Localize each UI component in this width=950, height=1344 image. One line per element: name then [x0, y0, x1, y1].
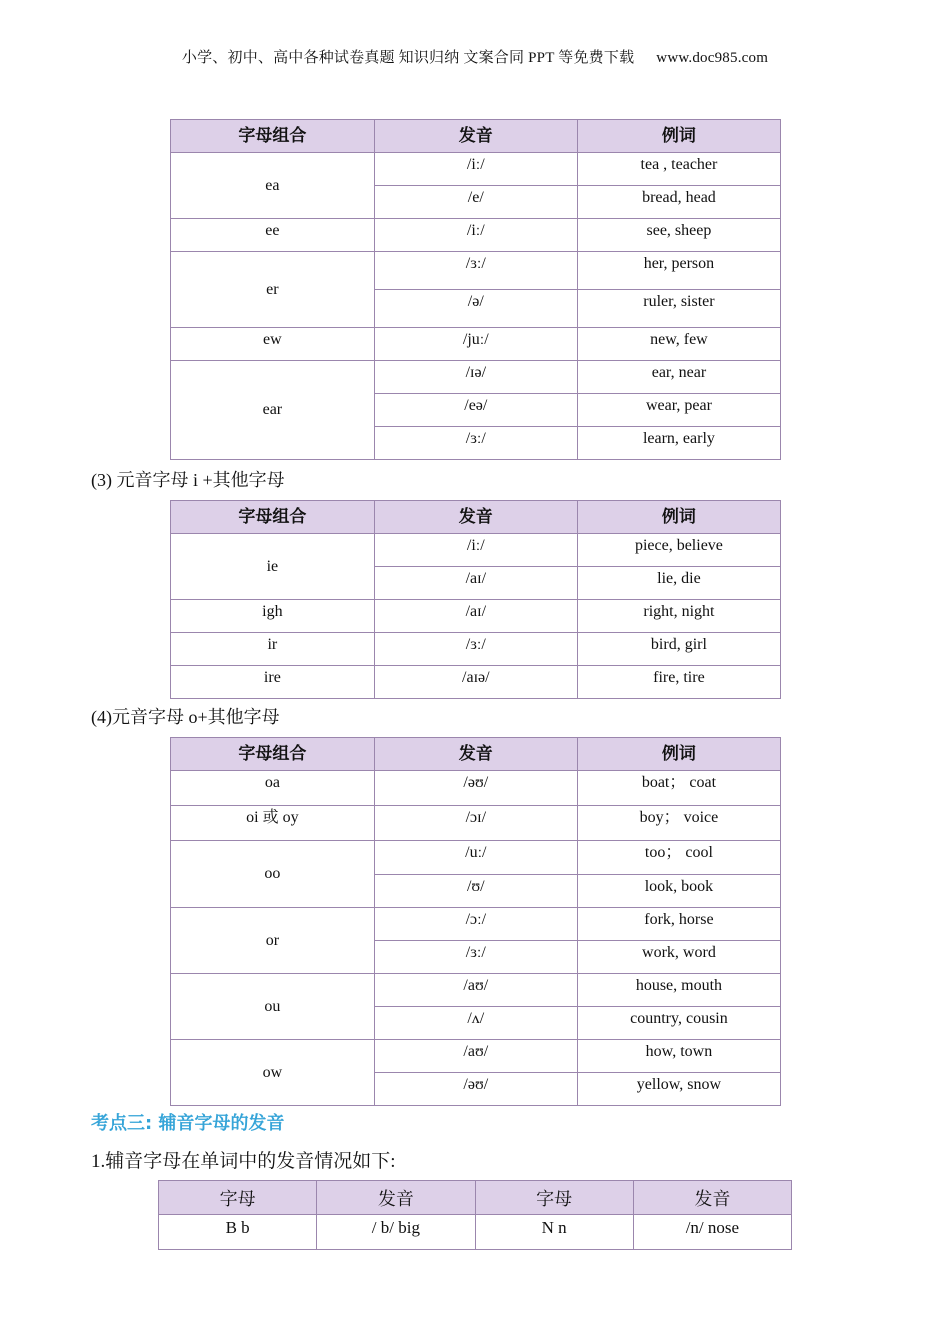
pronunciation-cell: /ɜː/: [374, 941, 577, 974]
table-row: [171, 806, 781, 841]
section-description: 1.辅音字母在单词中的发音情况如下:: [91, 1151, 396, 1172]
pronunciation-cell: /əʊ/: [374, 1073, 577, 1106]
example-words-cell: learn, early: [577, 427, 780, 460]
col-header-examples: 例词: [577, 738, 780, 771]
col-header-combination: 字母组合: [171, 120, 375, 153]
pronunciation-cell: /iː/: [374, 219, 577, 252]
combination-cell: oi 或 oy: [171, 806, 375, 841]
col-header-pronunciation: 发音: [374, 120, 577, 153]
col-header-pronunciation: 发音: [317, 1181, 475, 1215]
example-words-cell: work, word: [577, 941, 780, 974]
combination-cell: ear: [171, 361, 375, 460]
pronunciation-cell: /ɜː/: [374, 427, 577, 460]
vowel-i-table: [170, 500, 781, 699]
pronunciation-cell: /eə/: [374, 394, 577, 427]
example-words-cell: bread, head: [577, 186, 780, 219]
header-url: www.doc985.com: [656, 50, 769, 66]
example-words-cell: lie, die: [577, 567, 780, 600]
pronunciation-cell: /uː/: [374, 841, 577, 875]
pronunciation-cell: /ʌ/: [374, 1007, 577, 1040]
example-words-cell: country, cousin: [577, 1007, 780, 1040]
example-words-cell: fire, tire: [577, 666, 780, 699]
consonant-header-row: [159, 1181, 792, 1215]
example-words-cell: right, night: [577, 600, 780, 633]
table-row: [171, 328, 781, 361]
example-words-cell: bird, girl: [577, 633, 780, 666]
table-row: [159, 1215, 792, 1250]
pronunciation-cell: /iː/: [374, 153, 577, 186]
col-header-pronunciation: 发音: [374, 738, 577, 771]
example-words-cell: house, mouth: [577, 974, 780, 1007]
example-words-cell: new, few: [577, 328, 780, 361]
combination-cell: oa: [171, 771, 375, 806]
table-row: [171, 219, 781, 252]
col-header-combination: 字母组合: [171, 738, 375, 771]
pronunciation-cell: /ɜː/: [374, 252, 577, 290]
example-words-cell: ruler, sister: [577, 290, 780, 328]
pronunciation-cell: /e/: [374, 186, 577, 219]
combination-cell: ea: [171, 153, 375, 219]
example-words-cell: piece, believe: [577, 534, 780, 567]
combination-cell: oo: [171, 841, 375, 908]
vowel-o-table: [170, 737, 781, 1106]
table-row: [171, 771, 781, 806]
pronunciation-cell: /iː/: [374, 534, 577, 567]
pronunciation-cell: /ɔɪ/: [374, 806, 577, 841]
header-row: [171, 120, 781, 153]
vowel-e-table: [170, 119, 781, 460]
combination-cell: ow: [171, 1040, 375, 1106]
col-header-combination: 字母组合: [171, 501, 375, 534]
table-row: [171, 633, 781, 666]
example-words-cell: boat； coat: [577, 771, 780, 806]
combination-cell: ee: [171, 219, 375, 252]
example-words-cell: see, sheep: [577, 219, 780, 252]
header-row: [171, 501, 781, 534]
example-words-cell: yellow, snow: [577, 1073, 780, 1106]
table-row: [171, 841, 781, 875]
col-header-examples: 例词: [577, 501, 780, 534]
header-text: 小学、初中、高中各种试卷真题 知识归纳 文案合同 PPT 等免费下载: [181, 50, 635, 66]
example-words-cell: wear, pear: [577, 394, 780, 427]
letter-cell: B b: [159, 1215, 317, 1250]
pronunciation-cell: /ʊ/: [374, 875, 577, 908]
pronunciation-cell: /aɪə/: [374, 666, 577, 699]
table-row: [171, 153, 781, 186]
table-row: [171, 908, 781, 941]
table-row: [171, 534, 781, 567]
combination-cell: or: [171, 908, 375, 974]
pronunciation-cell: /ɪə/: [374, 361, 577, 394]
table-row: [171, 361, 781, 394]
example-words-cell: fork, horse: [577, 908, 780, 941]
pronunciation-cell: /n/ nose: [633, 1215, 791, 1250]
pronunciation-cell: /ɜː/: [374, 633, 577, 666]
combination-cell: er: [171, 252, 375, 328]
pronunciation-cell: /aɪ/: [374, 567, 577, 600]
col-header-pronunciation: 发音: [633, 1181, 791, 1215]
pronunciation-cell: /ɔː/: [374, 908, 577, 941]
pronunciation-cell: /ə/: [374, 290, 577, 328]
combination-cell: ire: [171, 666, 375, 699]
pronunciation-cell: /əʊ/: [374, 771, 577, 806]
pronunciation-cell: /aɪ/: [374, 600, 577, 633]
page-header: [0, 46, 950, 67]
col-header-examples: 例词: [577, 120, 780, 153]
col-header-letter: 字母: [159, 1181, 317, 1215]
combination-cell: ew: [171, 328, 375, 361]
col-header-pronunciation: 发音: [374, 501, 577, 534]
letter-cell: N n: [475, 1215, 633, 1250]
example-words-cell: too； cool: [577, 841, 780, 875]
example-words-cell: her, person: [577, 252, 780, 290]
pronunciation-cell: /juː/: [374, 328, 577, 361]
example-words-cell: boy； voice: [577, 806, 780, 841]
table-row: [171, 600, 781, 633]
example-words-cell: look, book: [577, 875, 780, 908]
header-row: [171, 738, 781, 771]
vowel-o-label: (4)元音字母 o+其他字母: [91, 707, 280, 727]
example-words-cell: tea , teacher: [577, 153, 780, 186]
col-header-letter: 字母: [475, 1181, 633, 1215]
pronunciation-cell: /aʊ/: [374, 974, 577, 1007]
table-row: [171, 974, 781, 1007]
combination-cell: igh: [171, 600, 375, 633]
combination-cell: ou: [171, 974, 375, 1040]
combination-cell: ir: [171, 633, 375, 666]
combination-cell: ie: [171, 534, 375, 600]
example-words-cell: ear, near: [577, 361, 780, 394]
table-row: [171, 1040, 781, 1073]
vowel-i-label: (3) 元音字母 i +其他字母: [91, 470, 285, 490]
consonant-table: [158, 1180, 792, 1250]
table-row: [171, 252, 781, 290]
section-title: 考点三: 辅音字母的发音: [91, 1113, 285, 1134]
example-words-cell: how, town: [577, 1040, 780, 1073]
pronunciation-cell: / b/ big: [317, 1215, 475, 1250]
table-row: [171, 666, 781, 699]
pronunciation-cell: /aʊ/: [374, 1040, 577, 1073]
